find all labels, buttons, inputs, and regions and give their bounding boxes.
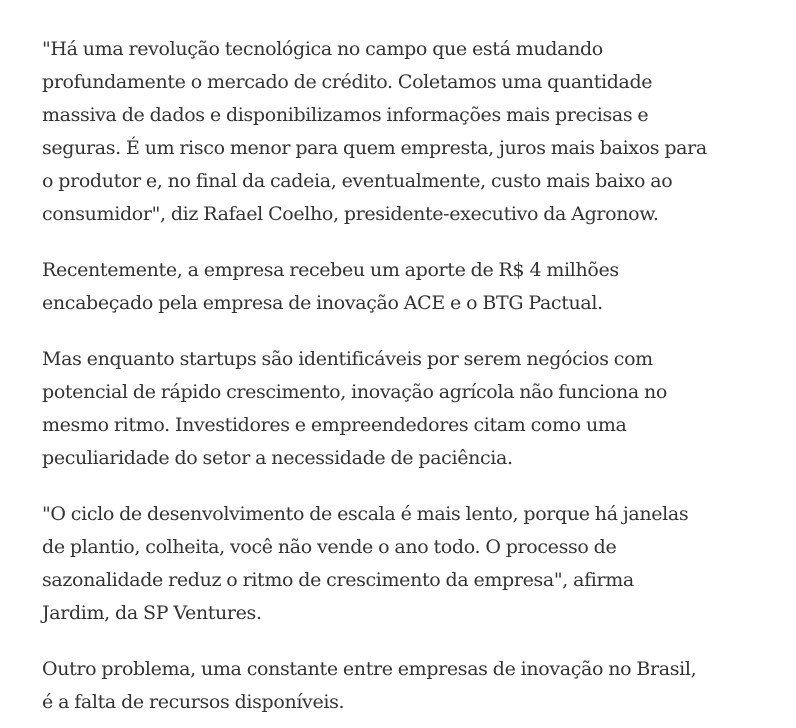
paragraph-line: Outro problema, uma constante entre empresas de inovação no Brasil, [42, 658, 697, 680]
paragraph-line: sazonalidade reduz o ritmo de crescimento da empresa", afirma [42, 569, 634, 591]
paragraph-line: massiva de dados e disponibilizamos informações mais precisas e [42, 104, 649, 126]
article-paragraph [42, 498, 756, 630]
paragraph-line: potencial de rápido crescimento, inovação agrícola não funciona no [42, 381, 668, 403]
article-paragraph [42, 653, 756, 719]
paragraph-line: profundamente o mercado de crédito. Coletamos uma quantidade [42, 71, 653, 93]
paragraph-line: o produtor e, no final da cadeia, eventualmente, custo mais baixo ao [42, 170, 673, 192]
paragraph-line: Jardim, da SP Ventures. [42, 602, 262, 624]
paragraph-line: Recentemente, a empresa recebeu um aporte de R$ 4 milhões [42, 259, 619, 281]
paragraph-line: seguras. É um risco menor para quem empresta, juros mais baixos para [42, 137, 707, 159]
paragraph-line: Mas enquanto startups são identificáveis por serem negócios com [42, 348, 653, 370]
paragraph-line: peculiaridade do setor a necessidade de paciência. [42, 447, 513, 469]
article-paragraph [42, 343, 756, 475]
paragraph-line: de plantio, colheita, você não vende o ano todo. O processo de [42, 536, 617, 558]
article-paragraph [42, 254, 756, 320]
paragraph-line: "O ciclo de desenvolvimento de escala é mais lento, porque há janelas [42, 503, 689, 525]
paragraph-line: "Há uma revolução tecnológica no campo que está mudando [42, 38, 603, 60]
paragraph-line: é a falta de recursos disponíveis. [42, 691, 345, 713]
paragraph-line: consumidor", diz Rafael Coelho, presidente-executivo da Agronow. [42, 203, 659, 225]
paragraph-line: mesmo ritmo. Investidores e empreendedores citam como uma [42, 414, 627, 436]
article-paragraph [42, 33, 756, 231]
paragraph-line: encabeçado pela empresa de inovação ACE e o BTG Pactual. [42, 292, 603, 314]
